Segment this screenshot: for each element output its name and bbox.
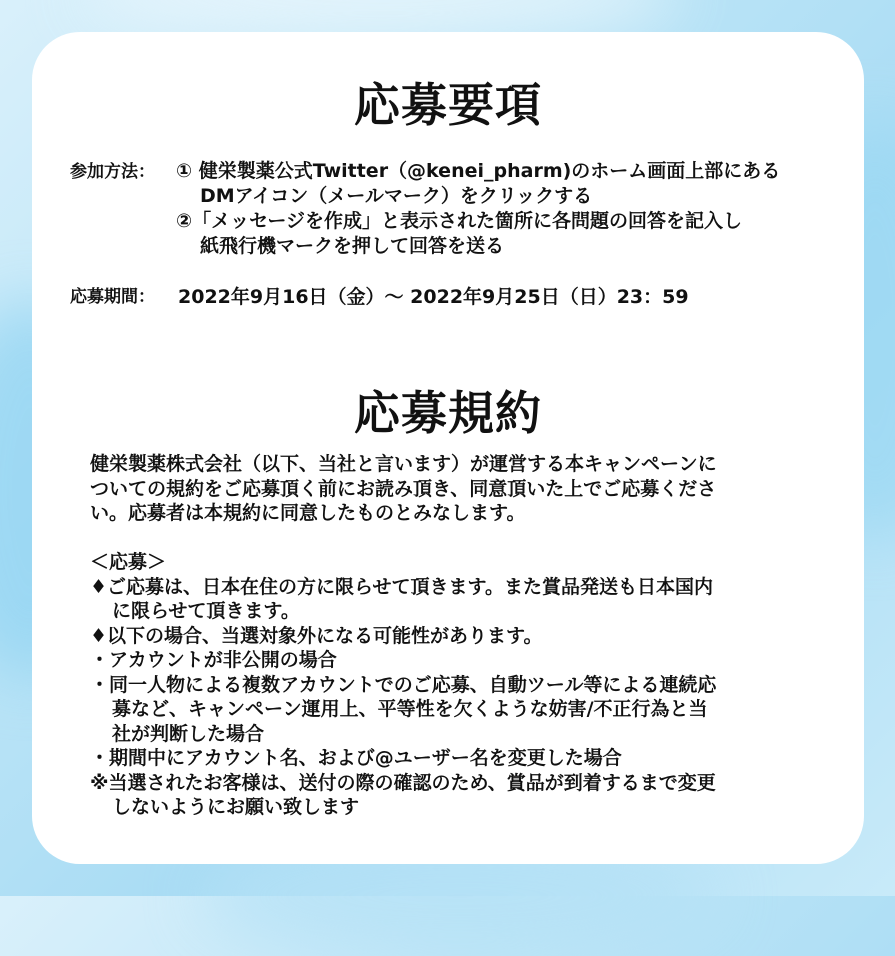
period-label: 応募期間： xyxy=(70,287,155,307)
terms-line: ・期間中にアカウント名、および@ユーザー名を変更した場合 xyxy=(90,747,622,769)
terms-title: 応募規約 xyxy=(354,386,542,440)
terms-subheading: ＜応募＞ xyxy=(90,551,167,573)
terms-line: ♦ご応募は、日本在住の方に限らせて頂きます。また賞品発送も日本国内 xyxy=(90,575,713,598)
terms-line: に限らせて頂きます。 xyxy=(112,600,300,622)
method-step: ① 健栄製薬公式Twitter（@kenei_pharm)のホーム画面上部にある xyxy=(176,160,781,182)
terms-line: ・アカウントが非公開の場合 xyxy=(90,649,337,671)
method-step: 紙飛行機マークを押して回答を送る xyxy=(200,235,505,257)
spacer xyxy=(90,526,830,551)
period-value: 2022年9月16日（金）～ 2022年9月25日（日）23：59 xyxy=(178,286,689,308)
terms-intro-line: ついての規約をご応募頂く前にお読み頂き、同意頂いた上でご応募くださ xyxy=(90,477,717,500)
terms-intro-line: 健栄製薬株式会社（以下、当社と言います）が運営する本キャンペーンに xyxy=(90,453,717,475)
entry-guidelines-title: 応募要項 xyxy=(354,78,542,132)
terms-line: しないようにお願い致します xyxy=(112,796,360,818)
terms-body xyxy=(90,452,830,820)
terms-line: ・同一人物による複数アカウントでのご応募、自動ツール等による連続応 xyxy=(90,673,717,696)
terms-intro-line: い。応募者は本規約に同意したものとみなします。 xyxy=(90,502,526,524)
terms-line: 社が判断した場合 xyxy=(112,722,265,745)
terms-line: 募など、キャンペーン運用上、平等性を欠くような妨害/不正行為と当 xyxy=(112,698,708,720)
content-card xyxy=(32,32,864,864)
method-label: 参加方法： xyxy=(70,162,155,182)
method-step: DMアイコン（メールマーク）をクリックする xyxy=(200,185,593,207)
terms-line: ※当選されたお客様は、送付の際の確認のため、賞品が到着するまで変更 xyxy=(90,771,716,794)
method-step: ②「メッセージを作成」と表示された箇所に各問題の回答を記入し xyxy=(176,210,742,232)
terms-line: ♦以下の場合、当選対象外になる可能性があります。 xyxy=(90,624,543,647)
